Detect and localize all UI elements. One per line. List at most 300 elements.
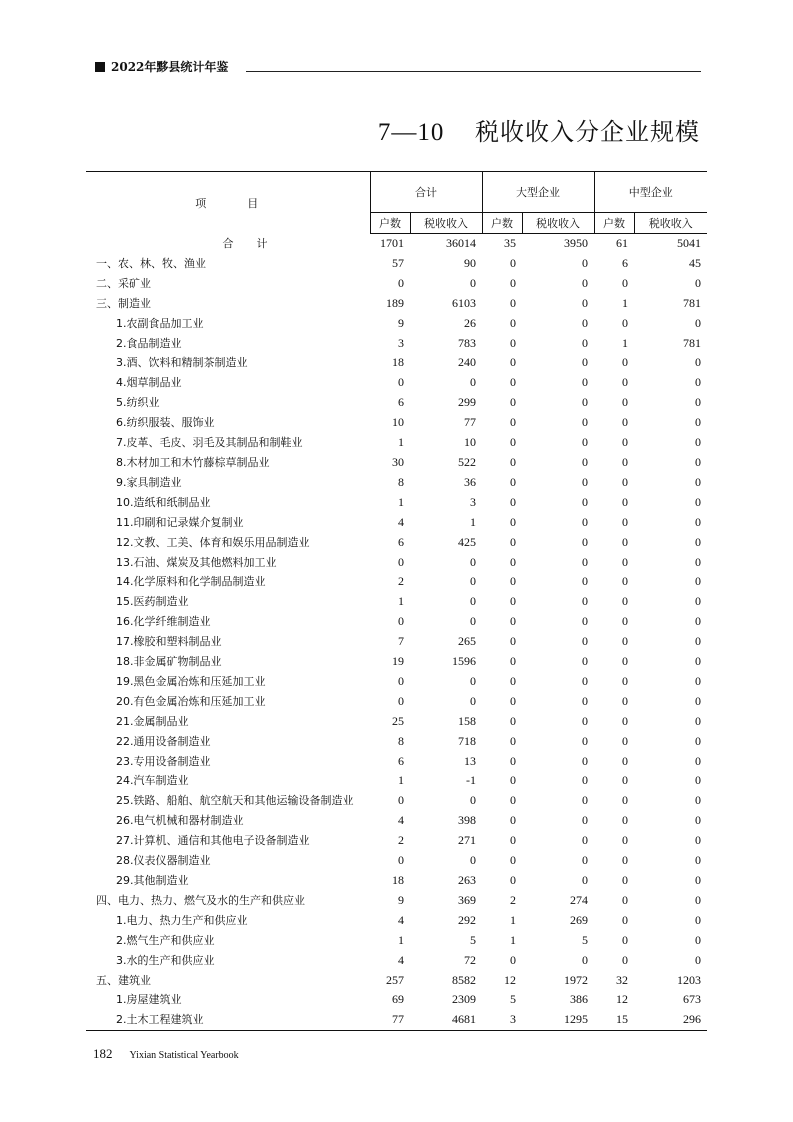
table-cell: 2 xyxy=(398,833,404,848)
table-cell: 0 xyxy=(622,395,628,410)
table-cell: 0 xyxy=(622,952,628,967)
table-row xyxy=(86,572,707,592)
row-label: 27.计算机、通信和其他电子设备制造业 xyxy=(116,834,310,848)
table-row xyxy=(86,692,707,712)
table-cell: 0 xyxy=(510,395,516,410)
table-row xyxy=(86,393,707,413)
table-cell: 0 xyxy=(695,395,701,410)
table-cell: 30 xyxy=(392,454,404,469)
row-label: 二、采矿业 xyxy=(96,276,151,290)
row-label: 23.专用设备制造业 xyxy=(116,754,211,768)
table-cell: 0 xyxy=(582,295,588,310)
table-cell: 0 xyxy=(470,693,476,708)
table-row xyxy=(86,632,707,652)
table-row xyxy=(86,891,707,911)
table-cell: 8582 xyxy=(452,972,476,987)
table-cell: 718 xyxy=(458,733,476,748)
table-cell: 0 xyxy=(695,634,701,649)
table-cell: 25 xyxy=(392,713,404,728)
table-cell: 0 xyxy=(398,853,404,868)
table-cell: 0 xyxy=(695,494,701,509)
table-cell: 0 xyxy=(510,873,516,887)
table-cell: 69 xyxy=(392,992,404,1007)
row-label: 3.酒、饮料和精制茶制造业 xyxy=(116,356,248,370)
table-cell: 0 xyxy=(510,773,516,788)
table-row xyxy=(86,274,707,294)
table-cell: 0 xyxy=(510,952,516,967)
table-cell: 2309 xyxy=(452,992,476,1007)
table-cell: 8 xyxy=(398,474,404,489)
table-cell: 0 xyxy=(510,713,516,728)
table-cell: 1203 xyxy=(677,972,701,987)
table-cell: 4 xyxy=(398,952,404,967)
table-cell: 9 xyxy=(398,315,404,330)
table-row xyxy=(86,353,707,373)
table-cell: 61 xyxy=(616,236,628,250)
table-cell: 1701 xyxy=(380,236,404,250)
table-cell: 77 xyxy=(464,415,476,430)
row-label: 一、农、林、牧、渔业 xyxy=(96,256,206,270)
table-cell: 0 xyxy=(622,614,628,629)
table-row xyxy=(86,851,707,871)
table-cell: 36 xyxy=(464,474,476,489)
table-cell: 0 xyxy=(510,514,516,529)
table-cell: 18 xyxy=(392,873,404,887)
group-header-medium: 中型企业 xyxy=(594,172,707,213)
table-cell: 1 xyxy=(398,594,404,609)
table-cell: 0 xyxy=(582,335,588,350)
table-cell: 0 xyxy=(622,315,628,330)
sub-header: 税收收入 xyxy=(522,213,594,234)
table-cell: 0 xyxy=(695,654,701,669)
table-cell: 257 xyxy=(386,972,404,987)
table-cell: 0 xyxy=(582,474,588,489)
table-cell: 72 xyxy=(464,952,476,967)
table-cell: 3 xyxy=(398,335,404,350)
square-bullet-icon xyxy=(95,62,105,72)
table-cell: 1 xyxy=(510,932,516,947)
table-cell: 0 xyxy=(622,415,628,430)
table-row xyxy=(86,533,707,553)
table-cell: 0 xyxy=(695,454,701,469)
row-label: 1.房屋建筑业 xyxy=(116,993,182,1007)
table-cell: 783 xyxy=(458,335,476,350)
table-cell: 15 xyxy=(594,1010,634,1030)
table-cell: 0 xyxy=(582,753,588,768)
table-row xyxy=(86,473,707,493)
table-cell: 57 xyxy=(392,255,404,270)
table-cell: 0 xyxy=(510,275,516,290)
table-row xyxy=(86,294,707,314)
table-cell: 0 xyxy=(695,952,701,967)
row-label: 18.非金属矿物制品业 xyxy=(116,655,222,669)
table-cell: 6103 xyxy=(452,295,476,310)
row-label: 21.金属制品业 xyxy=(116,714,189,728)
table-cell: 0 xyxy=(622,634,628,649)
table-row xyxy=(86,990,707,1010)
table-cell: 0 xyxy=(398,693,404,708)
table-cell: 0 xyxy=(695,833,701,848)
row-label: 28.仪表仪器制造业 xyxy=(116,854,211,868)
tax-revenue-table xyxy=(86,171,707,1031)
table-cell: 0 xyxy=(510,574,516,589)
table-cell: 26 xyxy=(464,315,476,330)
table-cell: 0 xyxy=(622,574,628,589)
row-label: 14.化学原料和化学制品制造业 xyxy=(116,575,266,589)
table-cell: 0 xyxy=(510,534,516,549)
table-cell: 386 xyxy=(570,992,588,1007)
table-cell: 0 xyxy=(695,355,701,370)
table-number: 7—10 xyxy=(377,119,445,146)
sub-header: 户数 xyxy=(594,213,634,234)
table-cell: 0 xyxy=(582,654,588,669)
table-cell: 0 xyxy=(510,315,516,330)
table-cell: 6 xyxy=(398,753,404,768)
table-row xyxy=(86,871,707,891)
table-cell: 0 xyxy=(695,435,701,450)
table-cell: 0 xyxy=(695,594,701,609)
row-label: 5.纺织业 xyxy=(116,396,160,410)
table-cell: 0 xyxy=(470,275,476,290)
table-cell: 0 xyxy=(582,315,588,330)
table-cell: -1 xyxy=(466,773,476,788)
table-cell: 0 xyxy=(695,813,701,828)
page-number: 182 xyxy=(93,1046,113,1061)
table-cell: 274 xyxy=(570,892,588,907)
table-cell: 77 xyxy=(370,1010,410,1030)
group-header-total: 合计 xyxy=(370,172,482,213)
table-cell: 2 xyxy=(398,574,404,589)
table-cell: 0 xyxy=(398,554,404,569)
table-cell: 1 xyxy=(470,514,476,529)
table-cell: 4681 xyxy=(410,1010,482,1030)
table-cell: 0 xyxy=(398,375,404,390)
table-row xyxy=(86,732,707,752)
table-cell: 673 xyxy=(683,992,701,1007)
table-cell: 0 xyxy=(510,474,516,489)
page-footer xyxy=(93,1046,239,1062)
row-label: 1.电力、热力生产和供应业 xyxy=(116,913,248,927)
table-cell: 0 xyxy=(695,693,701,708)
table-cell: 0 xyxy=(470,853,476,868)
table-cell: 0 xyxy=(510,255,516,270)
table-cell: 0 xyxy=(622,693,628,708)
table-cell: 0 xyxy=(470,673,476,688)
table-cell: 1 xyxy=(398,435,404,450)
table-cell: 0 xyxy=(398,793,404,808)
table-cell: 0 xyxy=(695,315,701,330)
table-cell: 6 xyxy=(398,395,404,410)
table-cell: 0 xyxy=(622,654,628,669)
table-cell: 0 xyxy=(470,614,476,629)
table-cell: 0 xyxy=(622,494,628,509)
table-cell: 0 xyxy=(510,375,516,390)
table-row xyxy=(86,951,707,971)
sub-header: 户数 xyxy=(370,213,410,234)
table-cell: 0 xyxy=(470,554,476,569)
row-label: 3.水的生产和供应业 xyxy=(116,953,215,967)
table-row xyxy=(86,831,707,851)
table-cell: 0 xyxy=(510,454,516,469)
row-label: 2.食品制造业 xyxy=(116,336,182,350)
table-cell: 0 xyxy=(510,554,516,569)
table-cell: 0 xyxy=(510,793,516,808)
table-cell: 189 xyxy=(386,295,404,310)
table-cell: 0 xyxy=(510,634,516,649)
table-cell: 3 xyxy=(482,1010,522,1030)
table-cell: 1972 xyxy=(564,972,588,987)
table-cell: 0 xyxy=(622,514,628,529)
table-cell: 5041 xyxy=(677,236,701,250)
table-cell: 0 xyxy=(622,594,628,609)
table-cell: 781 xyxy=(683,335,701,350)
table-title-text: 税收收入分企业规模 xyxy=(475,118,700,146)
table-cell: 3950 xyxy=(564,236,588,250)
table-cell: 269 xyxy=(570,912,588,927)
table-cell: 0 xyxy=(510,833,516,848)
table-cell: 1 xyxy=(398,494,404,509)
table-cell: 0 xyxy=(582,773,588,788)
table-cell: 0 xyxy=(582,375,588,390)
table-cell: 0 xyxy=(622,733,628,748)
table-cell: 1596 xyxy=(452,654,476,669)
table-cell: 1 xyxy=(622,295,628,310)
table-cell: 2 xyxy=(510,892,516,907)
table-cell: 0 xyxy=(510,693,516,708)
table-cell: 0 xyxy=(695,713,701,728)
row-label: 合 计 xyxy=(222,236,274,250)
table-cell: 0 xyxy=(510,355,516,370)
table-row xyxy=(86,771,707,791)
table-cell: 0 xyxy=(582,514,588,529)
table-cell: 0 xyxy=(582,833,588,848)
table-cell: 292 xyxy=(458,912,476,927)
table-row xyxy=(86,911,707,931)
table-cell: 1 xyxy=(398,773,404,788)
table-cell: 0 xyxy=(695,853,701,868)
table-cell: 0 xyxy=(695,793,701,808)
table-cell: 0 xyxy=(582,574,588,589)
table-cell: 6 xyxy=(398,534,404,549)
header-rule xyxy=(246,71,701,72)
row-label: 8.木材加工和木竹藤棕草制品业 xyxy=(116,455,270,469)
table-cell: 0 xyxy=(510,813,516,828)
table-cell: 240 xyxy=(458,355,476,370)
row-label: 2.燃气生产和供应业 xyxy=(116,933,215,947)
table-cell: 9 xyxy=(398,892,404,907)
table-cell: 0 xyxy=(622,932,628,947)
table-cell: 522 xyxy=(458,454,476,469)
row-label: 24.汽车制造业 xyxy=(116,774,189,788)
table-cell: 1295 xyxy=(522,1010,594,1030)
table-cell: 0 xyxy=(582,534,588,549)
table-cell: 0 xyxy=(695,574,701,589)
row-label: 2.土木工程建筑业 xyxy=(86,1010,370,1030)
table-cell: 32 xyxy=(616,972,628,987)
table-cell: 0 xyxy=(695,733,701,748)
row-label: 6.纺织服装、服饰业 xyxy=(116,416,215,430)
row-label: 12.文教、工美、体育和娱乐用品制造业 xyxy=(116,535,310,549)
table-cell: 4 xyxy=(398,813,404,828)
table-cell: 0 xyxy=(622,833,628,848)
table-cell: 45 xyxy=(689,255,701,270)
table-cell: 0 xyxy=(695,275,701,290)
table-cell: 0 xyxy=(510,673,516,688)
table-row xyxy=(86,652,707,672)
sub-header: 户数 xyxy=(482,213,522,234)
table-cell: 0 xyxy=(622,454,628,469)
table-cell: 0 xyxy=(582,713,588,728)
table-cell: 0 xyxy=(695,375,701,390)
table-row xyxy=(86,791,707,811)
table-cell: 0 xyxy=(622,474,628,489)
table-body xyxy=(86,234,707,1031)
table-cell: 0 xyxy=(622,873,628,887)
table-cell: 35 xyxy=(504,236,516,250)
table-cell: 0 xyxy=(510,295,516,310)
table-cell: 0 xyxy=(510,594,516,609)
table-cell: 0 xyxy=(582,693,588,708)
table-cell: 0 xyxy=(510,614,516,629)
table-cell: 0 xyxy=(398,275,404,290)
table-cell: 369 xyxy=(458,892,476,907)
row-label: 26.电气机械和器材制造业 xyxy=(116,814,244,828)
table-cell: 0 xyxy=(582,355,588,370)
table-cell: 0 xyxy=(510,435,516,450)
table-row xyxy=(86,752,707,772)
table-cell: 0 xyxy=(470,375,476,390)
table-row xyxy=(86,314,707,334)
table-cell: 0 xyxy=(695,534,701,549)
table-cell: 12 xyxy=(504,972,516,987)
table-cell: 271 xyxy=(458,833,476,848)
table-cell: 0 xyxy=(582,415,588,430)
table-cell: 0 xyxy=(695,614,701,629)
row-label: 29.其他制造业 xyxy=(116,874,189,887)
table-cell: 0 xyxy=(695,474,701,489)
table-cell: 0 xyxy=(582,873,588,887)
table-cell: 0 xyxy=(510,415,516,430)
table-cell: 18 xyxy=(392,355,404,370)
table-cell: 0 xyxy=(695,554,701,569)
table-cell: 6 xyxy=(622,255,628,270)
table-cell: 5 xyxy=(582,932,588,947)
table-cell: 0 xyxy=(622,275,628,290)
table-cell: 0 xyxy=(622,534,628,549)
table-cell: 0 xyxy=(622,375,628,390)
table-title xyxy=(378,112,700,147)
table-cell: 0 xyxy=(582,733,588,748)
table-cell: 0 xyxy=(622,773,628,788)
table-cell: 1 xyxy=(622,335,628,350)
table-cell: 0 xyxy=(695,514,701,529)
table-cell: 781 xyxy=(683,295,701,310)
table-cell: 0 xyxy=(510,335,516,350)
table-cell: 8 xyxy=(398,733,404,748)
table-row xyxy=(86,612,707,632)
table-row xyxy=(86,553,707,573)
table-cell: 0 xyxy=(582,494,588,509)
table-row xyxy=(86,513,707,533)
table-cell: 7 xyxy=(398,634,404,649)
row-label: 1.农副食品加工业 xyxy=(116,316,204,330)
table-cell: 425 xyxy=(458,534,476,549)
row-label: 三、制造业 xyxy=(96,296,151,310)
table-cell: 0 xyxy=(582,813,588,828)
table-cell: 0 xyxy=(510,853,516,868)
publication-name: Yixian Statistical Yearbook xyxy=(129,1050,239,1061)
table-cell: 0 xyxy=(622,892,628,907)
table-cell: 296 xyxy=(634,1010,707,1030)
table-row xyxy=(86,433,707,453)
table-cell: 36014 xyxy=(446,236,476,250)
table-cell: 0 xyxy=(582,853,588,868)
row-label: 17.橡胶和塑料制品业 xyxy=(116,635,222,649)
table-row xyxy=(86,453,707,473)
row-label: 13.石油、煤炭及其他燃料加工业 xyxy=(116,555,277,569)
table-cell: 0 xyxy=(582,435,588,450)
table-cell: 0 xyxy=(398,673,404,688)
table-cell: 5 xyxy=(510,992,516,1007)
item-column-header: 项 目 xyxy=(86,172,370,234)
row-label: 25.铁路、船舶、航空航天和其他运输设备制造业 xyxy=(116,794,354,808)
table-cell: 0 xyxy=(622,912,628,927)
row-label: 7.皮革、毛皮、羽毛及其制品和制鞋业 xyxy=(116,436,303,450)
table-cell: 13 xyxy=(464,753,476,768)
table-cell: 0 xyxy=(582,614,588,629)
table-cell: 0 xyxy=(695,892,701,907)
table-cell: 0 xyxy=(622,813,628,828)
table-row xyxy=(86,493,707,513)
table-cell: 10 xyxy=(464,435,476,450)
table-cell: 0 xyxy=(695,873,701,887)
table-cell: 1 xyxy=(398,932,404,947)
table-cell: 0 xyxy=(622,713,628,728)
table-cell: 0 xyxy=(622,554,628,569)
sub-header: 税收收入 xyxy=(410,213,482,234)
table-cell: 3 xyxy=(470,494,476,509)
row-label: 16.化学纤维制造业 xyxy=(116,615,211,629)
table-cell: 0 xyxy=(622,793,628,808)
sub-header: 税收收入 xyxy=(634,213,707,234)
table-cell: 0 xyxy=(695,673,701,688)
table-row xyxy=(86,712,707,732)
table-cell: 0 xyxy=(398,614,404,629)
table-cell: 158 xyxy=(458,713,476,728)
table-cell: 12 xyxy=(616,992,628,1007)
table-cell: 0 xyxy=(510,654,516,669)
table-cell: 90 xyxy=(464,255,476,270)
table-cell: 4 xyxy=(398,514,404,529)
group-header-large: 大型企业 xyxy=(482,172,594,213)
row-label: 19.黑色金属冶炼和压延加工业 xyxy=(116,674,266,688)
table-cell: 4 xyxy=(398,912,404,927)
table-cell: 0 xyxy=(695,912,701,927)
table-cell: 0 xyxy=(582,952,588,967)
table-row xyxy=(86,1010,707,1030)
table-cell: 0 xyxy=(582,275,588,290)
table-cell: 5 xyxy=(470,932,476,947)
table-row xyxy=(86,592,707,612)
table-cell: 0 xyxy=(510,733,516,748)
row-label: 4.烟草制品业 xyxy=(116,376,182,390)
table-cell: 0 xyxy=(622,753,628,768)
table-cell: 0 xyxy=(582,255,588,270)
row-label: 10.造纸和纸制品业 xyxy=(116,495,211,509)
running-header xyxy=(95,58,228,75)
table-cell: 0 xyxy=(695,753,701,768)
table-cell: 0 xyxy=(582,673,588,688)
